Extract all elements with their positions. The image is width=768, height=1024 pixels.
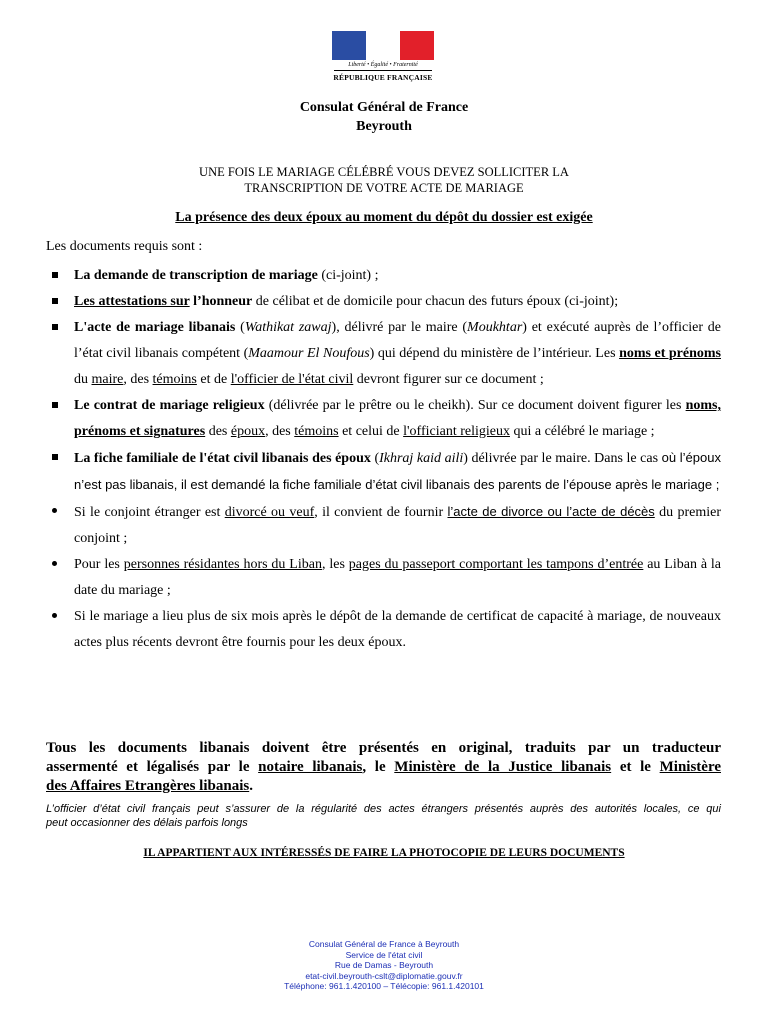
square-bullet-icon <box>52 454 58 460</box>
logo-motto: Liberté • Égalité • Fraternité <box>348 62 418 68</box>
footer-service: Service de l'état civil <box>345 949 423 960</box>
presence-requirement: La présence des deux époux au moment du dépôt du dossier est exigée <box>175 210 593 225</box>
verification-note: L’officier d’état civil français peut s’assurer de la régularité des actes étrangers présentés auprès des autorités locales, ce qui peut occasionner des délais parfois longs <box>46 803 721 829</box>
square-bullet-icon <box>52 272 58 278</box>
documents-list <box>46 263 721 656</box>
instruction-line-2: TRANSCRIPTION DE VOTRE ACTE DE MARIAGE <box>244 181 524 195</box>
list-item: Si le conjoint étranger est divorcé ou veuf, il convient de fournir l’acte de divorce ou l’acte de décès du premier conjoint ; <box>46 499 721 552</box>
list-item: Les attestations sur l’honneur de célibat et de domicile pour chacun des futurs époux (ci-joint); <box>46 289 721 315</box>
list-item: Pour les personnes résidantes hors du Liban, les pages du passeport comportant les tampons d’entrée au Liban à la date du mariage ; <box>46 552 721 604</box>
footer-contact <box>0 939 768 992</box>
list-item: L'acte de mariage libanais (Wathikat zawaj), délivré par le maire (Moukhtar) et exécuté auprès de l’officier de l’état civil libanais compétent (Maamour El Noufous) qui dépend du ministère de l’intérieur. Les noms et prénoms du maire, des témoins et de l'officier de l'état civil devront figurer sur ce document ; <box>46 315 721 393</box>
list-item: La fiche familiale de l'état civil libanais des époux (Ikhraj kaid aili) délivrée par le maire. Dans le cas où l’époux n’est pas libanais, il est demandé la fiche familiale d’état civil libanais des parents de l’épouse après le mariage ; <box>46 445 721 499</box>
original-documents-notice: Tous les documents libanais doivent être présentés en original, traduits par un traducteur assermenté et légalisés par le notaire libanais, le Ministère de la Justice libanais et le Ministère des Affaires Etrangères libanais. <box>46 740 721 794</box>
round-bullet-icon <box>52 508 57 513</box>
footer-consulate: Consulat Général de France à Beyrouth <box>308 939 460 949</box>
republique-francaise-logo <box>330 31 436 87</box>
square-bullet-icon <box>52 402 58 408</box>
footer-phone: Téléphone: 961.1.420100 – Télécopie: 961.1.420101 <box>284 981 484 991</box>
square-bullet-icon <box>52 324 58 330</box>
consulate-title: Consulat Général de France <box>299 100 469 115</box>
square-bullet-icon <box>52 298 58 304</box>
footer-address: Rue de Damas - Beyrouth <box>334 960 434 970</box>
documents-intro: Les documents requis sont : <box>46 239 203 254</box>
footer-email: etat-civil.beyrouth-cslt@diplomatie.gouv.fr <box>305 970 463 981</box>
instruction-line-1: UNE FOIS LE MARIAGE CÉLÉBRÉ VOUS DEVEZ SOLLICITER LA <box>199 165 569 179</box>
logo-divider <box>334 70 432 71</box>
list-item: Si le mariage a lieu plus de six mois après le dépôt de la demande de certificat de capacité à mariage, de nouveaux actes plus récents devront être fournis pour les deux époux. <box>46 604 721 656</box>
photocopy-notice: IL APPARTIENT AUX INTÉRESSÉS DE FAIRE LA PHOTOCOPIE DE LEURS DOCUMENTS <box>143 847 625 859</box>
list-item: Le contrat de mariage religieux (délivrée par le prêtre ou le cheikh). Sur ce document doivent figurer les noms, prénoms et signatures des époux, des témoins et celui de l'officiant religieux qui a célébré le mariage ; <box>46 393 721 445</box>
marianne-flag-icon <box>332 31 434 60</box>
list-item: La demande de transcription de mariage (ci-joint) ; <box>46 263 721 289</box>
consulate-city: Beyrouth <box>356 119 412 134</box>
logo-name: RÉPUBLIQUE FRANÇAISE <box>333 73 433 82</box>
round-bullet-icon <box>52 613 57 618</box>
round-bullet-icon <box>52 561 57 566</box>
